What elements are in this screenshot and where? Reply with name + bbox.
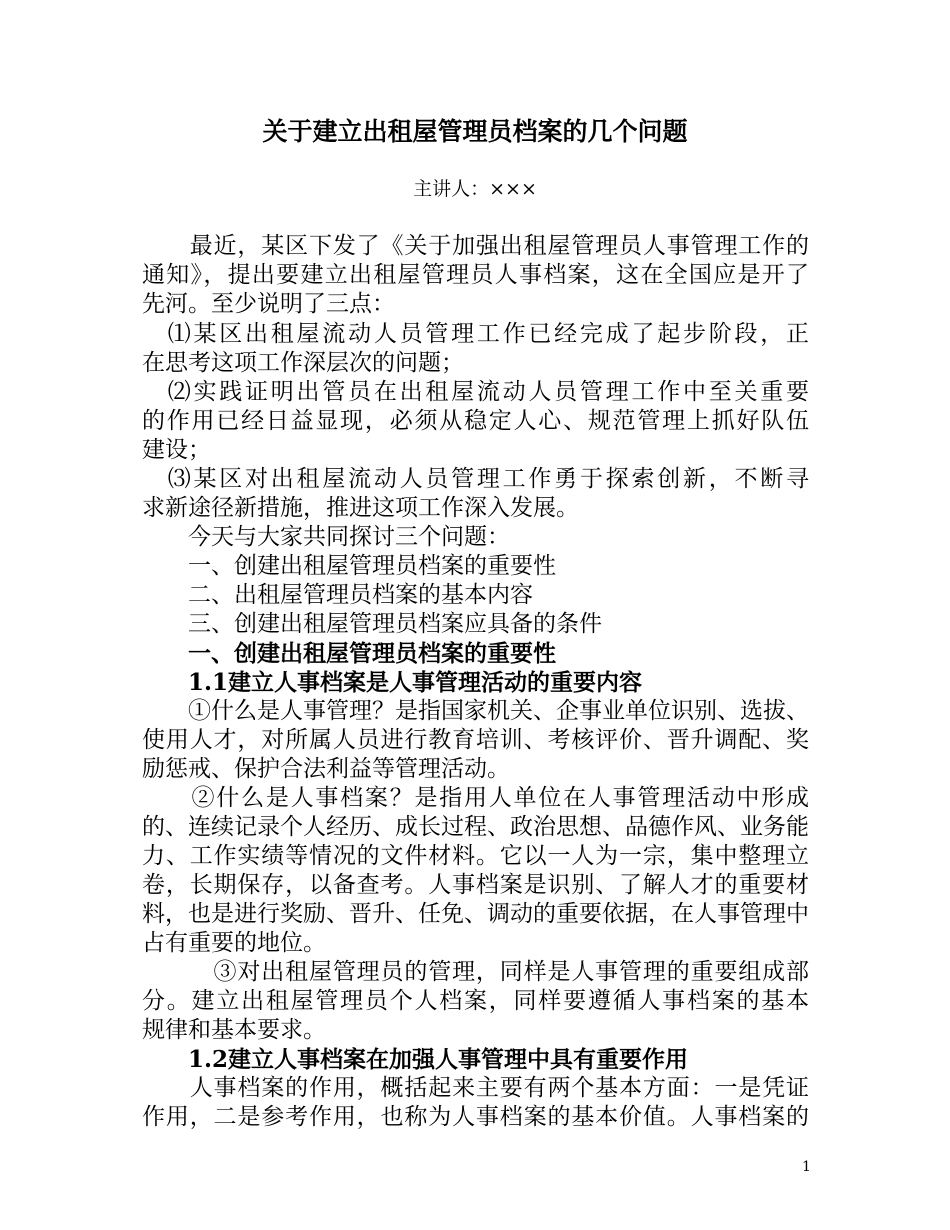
body-line: 建设； [142, 437, 211, 463]
body-line: ⑴某区出租屋流动人员管理工作已经完成了起步阶段，正 [142, 321, 809, 347]
subsection-heading: 1.2建立人事档案在加强人事管理中具有重要作用 [142, 1046, 689, 1073]
body-line: 在思考这项工作深层次的问题； [142, 350, 464, 376]
subsection-heading: 1.1建立人事档案是人事管理活动的重要内容 [142, 669, 643, 696]
body-line: 求新途径新措施，推进这项工作深入发展。 [142, 495, 579, 521]
outline-item: 二、出租屋管理员档案的基本内容 [142, 582, 533, 608]
body-line: 使用人才，对所属人员进行教育培训、考核评价、晋升调配、奖 [142, 727, 809, 753]
body-line: 先河。至少说明了三点： [142, 291, 395, 317]
body-line: 的、连续记录个人经历、成长过程、政治思想、品德作风、业务能 [142, 814, 809, 840]
body-line: ②什么是人事档案？是指用人单位在人事管理活动中形成 [142, 785, 809, 811]
section-heading: 一、创建出租屋管理员档案的重要性 [142, 640, 556, 667]
body-line: 规律和基本要求。 [142, 1017, 326, 1043]
speaker-line: 主讲人：××× [413, 178, 537, 200]
body-line: 今天与大家共同探讨三个问题： [142, 524, 510, 550]
body-line: ③对出租屋管理员的管理，同样是人事管理的重要组成部 [142, 959, 809, 985]
body-line: ⑵实践证明出管员在出租屋流动人员管理工作中至关重要 [142, 379, 809, 405]
body-line: 作用，二是参考作用，也称为人事档案的基本价值。人事档案的 [142, 1104, 809, 1130]
body-line: 力、工作实绩等情况的文件材料。它以一人为一宗，集中整理立 [142, 843, 809, 869]
body-line: 料，也是进行奖励、晋升、任免、调动的重要依据，在人事管理中 [142, 901, 809, 927]
page-number: 1 [802, 1159, 811, 1175]
body-line: ①什么是人事管理？是指国家机关、企事业单位识别、选拔、 [142, 698, 809, 724]
outline-item: 一、创建出租屋管理员档案的重要性 [142, 553, 556, 579]
body-line: 分。建立出租屋管理员个人档案，同样要遵循人事档案的基本 [142, 988, 809, 1014]
outline-item: 三、创建出租屋管理员档案应具备的条件 [142, 611, 602, 637]
body-line: 励惩戒、保护合法利益等管理活动。 [142, 756, 510, 782]
body-line: 占有重要的地位。 [142, 930, 326, 956]
body-line: 卷，长期保存，以备查考。人事档案是识别、了解人才的重要材 [142, 872, 809, 898]
body-line: 通知》，提出要建立出租屋管理员人事档案，这在全国应是开了 [142, 262, 809, 288]
body-line: 的作用已经日益显现，必须从稳定人心、规范管理上抓好队伍 [142, 408, 809, 434]
body-line: 人事档案的作用，概括起来主要有两个基本方面：一是凭证 [142, 1075, 809, 1101]
body-line: 最近，某区下发了《关于加强出租屋管理员人事管理工作的 [142, 233, 809, 259]
document-title: 关于建立出租屋管理员档案的几个问题 [262, 117, 688, 146]
body-line: ⑶某区对出租屋流动人员管理工作勇于探索创新，不断寻 [142, 466, 809, 492]
